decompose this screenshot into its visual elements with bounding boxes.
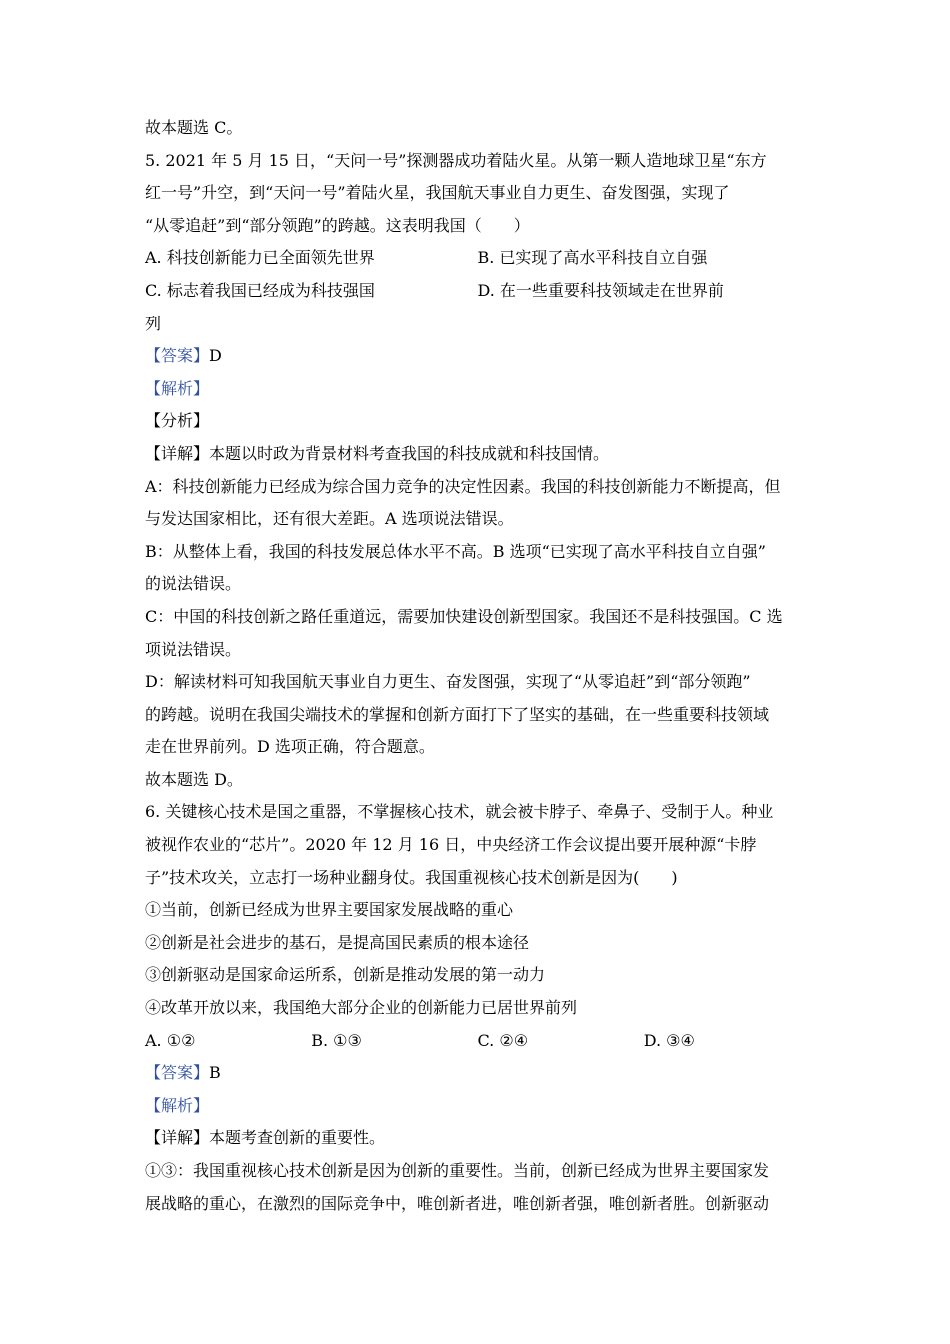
q5-explain-d-2: 的跨越。说明在我国尖端技术的掌握和创新方面打下了坚实的基础，在一些重要科技领域 [145, 704, 770, 724]
q6-options-row [145, 1025, 810, 1058]
q5-analysis-tag: 【解析】 [145, 378, 210, 398]
q5-explain-a-2: 与发达国家相比，还有很大差距。A 选项说法错误。 [145, 509, 514, 529]
conclusion-line: 故本题选 C。 [145, 118, 243, 137]
q6-option-d: D. ③④ [643, 1030, 695, 1050]
q5-option-c: C. 标志着我国已经成为科技强国 [145, 280, 375, 300]
q5-detail [145, 438, 810, 471]
q5-option-d: D. 在一些重要科技领域走在世界前 [477, 280, 724, 300]
q5-explain-a-1: A：科技创新能力已经成为综合国力竞争的决定性因素。我国的科技创新能力不断提高，但 [145, 476, 781, 496]
q5-option-b: B. 已实现了高水平科技自立自强 [477, 248, 708, 268]
q5-fenxi-tag: 【分析】 [145, 411, 210, 431]
q6-statement-3: ③创新驱动是国家命运所系，创新是推动发展的第一动力 [145, 965, 546, 985]
q5-explain-c-2: 项说法错误。 [145, 639, 242, 659]
q6-option-a: A. ①② [145, 1030, 196, 1050]
document-page [145, 112, 810, 1220]
q6-stem-line-2: 被视作农业的“芯片”。2020 年 12 月 16 日，中央经济工作会议提出要开展种源“卡脖 [145, 835, 757, 855]
q5-stem-line-1: 5. 2021 年 5 月 15 日，“天问一号”探测器成功着陆火星。从第一颗人造地球卫星“东方 [145, 150, 767, 170]
q5-explain-b-1: B：从整体上看，我国的科技发展总体水平不高。B 选项“已实现了高水平科技自立自强” [145, 541, 766, 561]
q5-answer [145, 340, 810, 373]
q5-answer-value: D [209, 346, 222, 366]
q5-detail-tag: 【详解】 [145, 443, 210, 463]
q6-statement-4: ④改革开放以来，我国绝大部分企业的创新能力已居世界前列 [145, 998, 578, 1018]
q5-stem-line-2: 红一号”升空，到“天问一号”着陆火星，我国航天事业自力更生、奋发图强，实现了 [145, 183, 730, 203]
q5-option-a: A. 科技创新能力已全面领先世界 [145, 248, 375, 268]
q5-options-row-2 [145, 275, 810, 308]
q5-explain-b-2: 的说法错误。 [145, 574, 242, 594]
q5-conclusion: 故本题选 D。 [145, 769, 243, 789]
q5-options-row-1 [145, 242, 810, 275]
q5-option-d-continued: 列 [145, 313, 162, 333]
q6-statement-2: ②创新是社会进步的基石，是提高国民素质的根本途径 [145, 932, 530, 952]
q6-explain-1: ①③：我国重视核心技术创新是因为创新的重要性。当前，创新已经成为世界主要国家发 [145, 1161, 770, 1180]
q5-detail-text: 本题以时政为背景材料考查我国的科技成就和科技国情。 [209, 443, 610, 463]
q6-stem-line-3: 子”技术攻关，立志打一场种业翻身仗。我国重视核心技术创新是因为( ) [145, 867, 678, 887]
q5-answer-tag: 【答案】 [145, 346, 210, 366]
q6-option-b: B. ①③ [311, 1030, 362, 1050]
q6-answer [145, 1057, 810, 1090]
q6-detail [145, 1122, 810, 1155]
q6-detail-tag: 【详解】 [145, 1128, 210, 1148]
q5-explain-d-1: D：解读材料可知我国航天事业自力更生、奋发图强，实现了“从零追赶”到“部分领跑” [145, 672, 751, 692]
q6-explain-2: 展战略的重心，在激烈的国际竞争中，唯创新者进，唯创新者强，唯创新者胜。创新驱动 [145, 1193, 770, 1213]
q6-answer-value: B [209, 1063, 221, 1083]
q6-answer-tag: 【答案】 [145, 1063, 210, 1083]
q6-stem-line-1: 6. 关键核心技术是国之重器，不掌握核心技术，就会被卡脖子、牵鼻子、受制于人。种业 [145, 802, 774, 822]
q6-option-c: C. ②④ [477, 1030, 529, 1050]
q6-statement-1: ①当前，创新已经成为世界主要国家发展战略的重心 [145, 900, 514, 920]
q6-analysis-tag: 【解析】 [145, 1095, 210, 1115]
q5-stem-line-3: “从零追赶”到“部分领跑”的跨越。这表明我国（ ） [145, 215, 530, 235]
q5-explain-d-3: 走在世界前列。D 选项正确，符合题意。 [145, 737, 435, 757]
q5-explain-c-1: C：中国的科技创新之路任重道远，需要加快建设创新型国家。我国还不是科技强国。C 选 [145, 606, 783, 626]
q6-detail-text: 本题考查创新的重要性。 [209, 1128, 386, 1148]
